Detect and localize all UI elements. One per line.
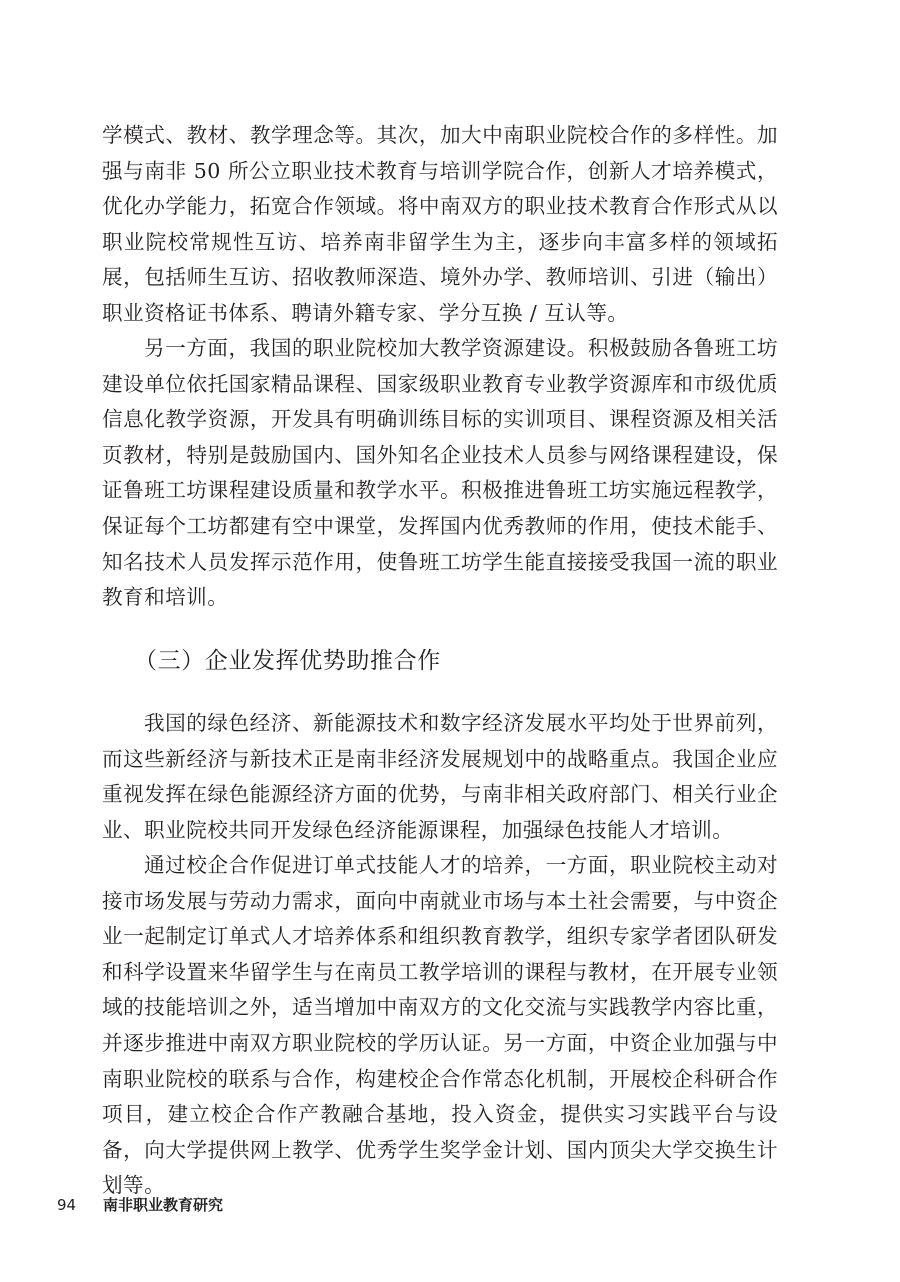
paragraph-4: 通过校企合作促进订单式技能人才的培养，一方面，职业院校主动对接市场发展与劳动力需求，面向中南就业市场与本土社会需要，与中资企业一起制定订单式人才培养体系和组织教育教学，组织专家学者团队研发和科学设置来华留学生与在南员工教学培训的课程与教材，在开展专业领域的技能培训之外，适当增加中南双方的文化交流与实践教学内容比重，并逐步推进中南双方职业院校的学历认证。另一方面，中资企业加强与中南职业院校的联系与合作，构建校企合作常态化机制，开展校企科研合作项目，建立校企合作产教融合基地，投入资金，提供实习实践平台与设备，向大学提供网上教学、优秀学生奖学金计划、国内顶尖大学交换生计划等。 xyxy=(102,853,778,1198)
section-heading: （三）企业发挥优势助推合作 xyxy=(134,648,441,674)
paragraph-2: 另一方面，我国的职业院校加大教学资源建设。积极鼓励各鲁班工坊建设单位依托国家精品课程、国家级职业教育专业教学资源库和市级优质信息化教学资源，开发具有明确训练目标的实训项目、课程资源及相关活页教材，特别是鼓励国内、国外知名企业技术人员参与网络课程建设，保证鲁班工坊课程建设质量和教学水平。积极推进鲁班工坊实施远程教学，保证每个工坊都建有空中课堂，发挥国内优秀教师的作用，使技术能手、知名技术人员发挥示范作用，使鲁班工坊学生能直接接受我国一流的职业教育和培训。 xyxy=(102,336,778,610)
page-number: 94 xyxy=(57,1196,77,1214)
paragraph-1: 学模式、教材、教学理念等。其次，加大中南职业院校合作的多样性。加强与南非 50 所公立职业技术教育与培训学院合作，创新人才培养模式，优化办学能力，拓宽合作领域。将中南双方的职业技术教育合作形式从以职业院校常规性互访、培养南非留学生为主，逐步向丰富多样的领域拓展，包括师生互访、招收教师深造、境外办学、教师培训、引进（输出）职业资格证书体系、聘请外籍专家、学分互换 / 互认等。 xyxy=(102,123,778,325)
page-footer xyxy=(0,1194,900,1218)
book-title: 南非职业教育研究 xyxy=(103,1196,224,1214)
paragraph-3: 我国的绿色经济、新能源技术和数字经济发展水平均处于世界前列，而这些新经济与新技术正是南非经济发展规划中的战略重点。我国企业应重视发挥在绿色能源经济方面的优势，与南非相关政府部门、相关行业企业、职业院校共同开发绿色经济能源课程，加强绿色技能人才培训。 xyxy=(102,711,778,842)
